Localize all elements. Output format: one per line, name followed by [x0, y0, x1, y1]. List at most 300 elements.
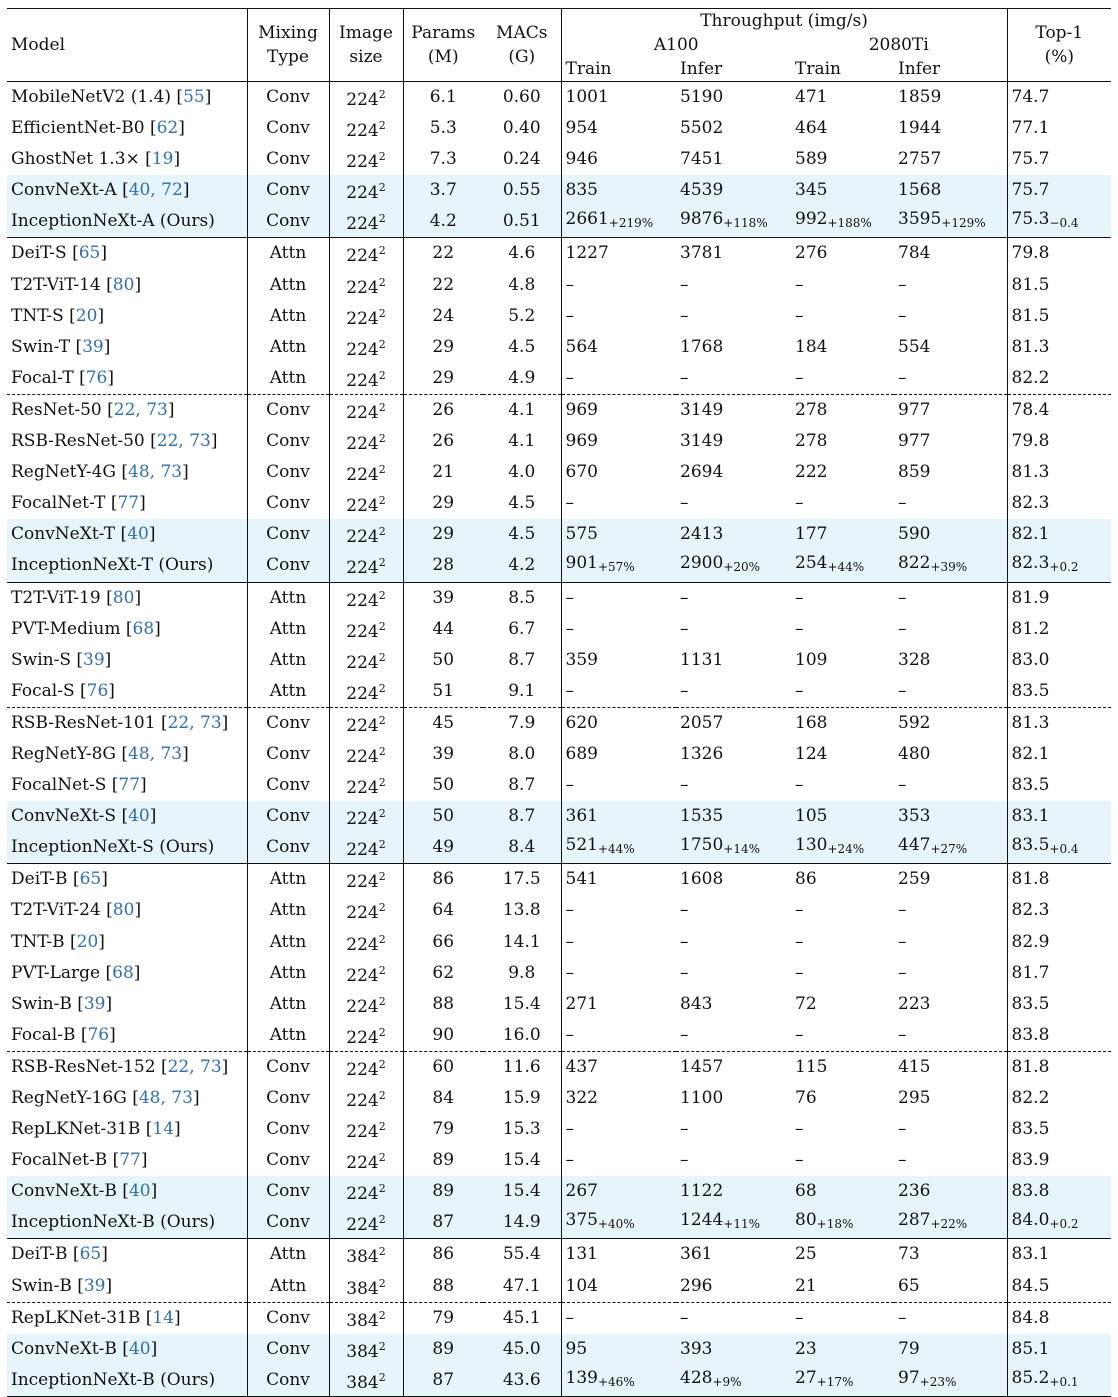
citation-close: ]: [167, 399, 175, 420]
citation-close: ]: [150, 1181, 158, 1202]
a100-infer-cell-value: 7451: [680, 149, 724, 170]
top1-cell-value: 83.8: [1011, 1181, 1050, 1202]
mixing-type-cell: Conv: [247, 113, 329, 144]
image-size-exponent: 2: [378, 588, 386, 602]
image-size-cell: [329, 832, 403, 864]
model-cell: [7, 1083, 247, 1114]
image-size-value: 224: [346, 1153, 379, 1174]
2080ti-train-cell-value: –: [795, 587, 804, 608]
2080ti-infer-cell-value: 859: [898, 462, 931, 483]
a100-train-cell: [561, 175, 676, 206]
a100-train-cell-value: 359: [565, 649, 598, 670]
macs-cell: 55.4: [483, 1239, 561, 1271]
a100-infer-cell: [676, 895, 791, 926]
2080ti-infer-cell: [894, 958, 1007, 989]
a100-train-cell: [561, 801, 676, 832]
mixing-type-cell: Conv: [247, 488, 329, 519]
2080ti-infer-cell-value: –: [898, 1307, 907, 1328]
image-size-cell: [329, 1302, 403, 1334]
image-size-cell: [329, 1239, 403, 1271]
image-size-value: 384: [346, 1341, 379, 1362]
model-name: Focal-S [: [11, 680, 87, 701]
a100-train-cell-value: 322: [565, 1088, 598, 1108]
a100-infer-cell: [676, 864, 791, 896]
a100-train-cell-delta: +44%: [597, 842, 635, 857]
2080ti-train-cell-value: 276: [795, 243, 828, 264]
2080ti-train-cell-value: –: [795, 305, 804, 326]
citation-link: 22, 73: [156, 431, 211, 452]
image-size-value: 224: [346, 1059, 379, 1080]
image-size-cell: [329, 270, 403, 301]
2080ti-train-cell: [791, 707, 894, 739]
citation-link: 65: [79, 1244, 102, 1265]
table-row: [7, 645, 1111, 676]
2080ti-infer-cell: [894, 1083, 1007, 1114]
citation-link: 55: [183, 87, 205, 107]
image-size-exponent: 2: [378, 1339, 386, 1353]
a100-train-cell: [561, 144, 676, 175]
a100-train-cell-value: –: [565, 305, 574, 326]
image-size-cell: [329, 1176, 403, 1207]
a100-infer-cell-value: 3149: [680, 399, 724, 420]
2080ti-infer-cell-value: –: [898, 367, 907, 388]
model-name: InceptionNeXt-T (Ours): [11, 555, 214, 576]
top1-cell-value: 83.5: [1011, 775, 1050, 796]
a100-train-cell-value: 835: [565, 180, 598, 201]
a100-train-cell: [561, 739, 676, 770]
2080ti-infer-cell: [894, 1114, 1007, 1145]
2080ti-train-cell-value: –: [795, 775, 804, 796]
image-size-cell: [329, 1207, 403, 1239]
top1-cell-delta: +0.4: [1049, 842, 1079, 857]
a100-train-cell: [561, 550, 676, 582]
image-size-cell: [329, 864, 403, 896]
2080ti-infer-cell-value: 353: [898, 806, 931, 827]
macs-cell: 43.6: [483, 1365, 561, 1397]
a100-infer-cell-value: 2694: [680, 462, 724, 483]
mixing-type-cell: Conv: [247, 1114, 329, 1145]
top1-cell: [1007, 895, 1111, 926]
image-size-value: 224: [346, 246, 379, 267]
a100-infer-cell: [676, 927, 791, 958]
model-name: DeiT-B [: [11, 1244, 80, 1265]
2080ti-infer-cell-value: 65: [898, 1275, 920, 1296]
model-name: PVT-Large [: [11, 962, 113, 983]
citation-close: ]: [105, 1275, 113, 1296]
image-size-value: 224: [346, 339, 379, 360]
a100-infer-cell-value: –: [680, 900, 689, 921]
citation-link: 40: [128, 806, 150, 827]
image-size-value: 224: [346, 434, 379, 455]
a100-train-cell-value: –: [565, 367, 574, 388]
mixing-type-cell: Attn: [247, 301, 329, 332]
a100-train-cell-value: –: [565, 900, 574, 921]
macs-cell: 45.0: [483, 1334, 561, 1365]
model-name: TNT-B [: [11, 931, 77, 952]
2080ti-train-cell: [791, 582, 894, 614]
model-cell: [7, 958, 247, 989]
a100-infer-cell: [676, 739, 791, 770]
top1-cell: [1007, 1302, 1111, 1334]
image-size-value: 224: [346, 715, 379, 736]
citation-close: ]: [140, 1150, 148, 1171]
header-params-line1: Params: [411, 23, 476, 43]
image-size-cell: [329, 801, 403, 832]
image-size-value: 224: [346, 683, 379, 704]
a100-train-cell: [561, 363, 676, 395]
citation-close: ]: [221, 1056, 229, 1077]
top1-cell-value: 75.7: [1011, 149, 1050, 170]
image-size-cell: [329, 1020, 403, 1052]
params-cell: 60: [403, 1051, 483, 1083]
table-row: [7, 175, 1111, 206]
2080ti-train-cell: [791, 1207, 894, 1239]
2080ti-train-cell-delta: +44%: [827, 560, 865, 575]
a100-train-cell-value: 521: [565, 835, 598, 856]
params-cell: 50: [432, 649, 455, 670]
top1-cell: [1007, 488, 1111, 519]
2080ti-infer-cell-value: –: [898, 1119, 907, 1140]
table-row: [7, 1207, 1111, 1239]
2080ti-infer-cell: [894, 1051, 1007, 1083]
params-cell: 51: [432, 680, 455, 701]
model-name: ConvNeXt-T [: [11, 524, 128, 545]
citation-link: 48, 73: [128, 462, 183, 483]
model-name: T2T-ViT-24 [: [11, 900, 113, 921]
top1-cell: [1007, 1145, 1111, 1176]
citation-link: 39: [83, 1275, 106, 1296]
mixing-type-cell: Conv: [247, 82, 329, 114]
top1-cell: [1007, 144, 1111, 175]
image-size-exponent: 2: [378, 994, 386, 1008]
top1-cell: [1007, 1083, 1111, 1114]
top1-cell-value: 81.3: [1011, 712, 1050, 733]
table-row: [7, 582, 1111, 614]
model-name: ConvNeXt-A [: [11, 180, 129, 201]
a100-train-cell: [561, 1207, 676, 1239]
image-size-cell: [329, 426, 403, 457]
a100-infer-cell-delta: +118%: [723, 216, 768, 231]
2080ti-train-cell-value: –: [795, 618, 804, 639]
a100-train-cell-value: –: [565, 587, 574, 608]
params-cell: 29: [432, 367, 455, 388]
2080ti-train-cell: [791, 457, 894, 488]
a100-train-cell-value: –: [565, 680, 574, 701]
model-cell: [7, 1114, 247, 1145]
citation-link: 48, 73: [128, 743, 183, 764]
top1-cell: [1007, 927, 1111, 958]
2080ti-train-cell-value: 115: [795, 1056, 828, 1077]
image-size-value: 224: [346, 121, 379, 142]
2080ti-infer-cell: [894, 394, 1007, 426]
image-size-exponent: 2: [378, 463, 386, 477]
macs-cell: 8.5: [483, 582, 561, 614]
mixing-type-cell: Attn: [247, 1020, 329, 1052]
2080ti-train-cell-value: 992: [795, 209, 828, 230]
a100-train-cell: [561, 582, 676, 614]
a100-train-cell: [561, 1051, 676, 1083]
macs-cell: 15.9: [483, 1083, 561, 1114]
header-top1: [1007, 9, 1111, 82]
a100-infer-cell: [676, 301, 791, 332]
top1-cell: [1007, 301, 1111, 332]
top1-cell: [1007, 426, 1111, 457]
citation-close: ]: [174, 1307, 181, 1328]
image-size-value: 224: [346, 965, 379, 986]
top1-cell: [1007, 1239, 1111, 1271]
table-row: [7, 457, 1111, 488]
a100-infer-cell-value: 5190: [680, 87, 724, 107]
header-2080ti: 2080Ti: [791, 33, 1007, 57]
a100-infer-cell: [676, 206, 791, 238]
a100-train-cell-value: 131: [565, 1244, 598, 1265]
2080ti-train-cell: [791, 958, 894, 989]
2080ti-infer-cell-delta: +23%: [919, 1374, 957, 1389]
2080ti-train-cell-value: 254: [795, 553, 828, 574]
2080ti-train-cell: [791, 175, 894, 206]
image-size-value: 224: [346, 308, 379, 329]
macs-cell: 0.55: [483, 175, 561, 206]
image-size-value: 224: [346, 527, 379, 548]
image-size-value: 224: [346, 934, 379, 955]
a100-infer-cell: [676, 270, 791, 301]
a100-infer-cell-value: 1326: [680, 743, 724, 764]
header-macs: [483, 9, 561, 82]
top1-cell: [1007, 519, 1111, 550]
2080ti-infer-cell: [894, 206, 1007, 238]
model-name: RepLKNet-31B [: [11, 1119, 153, 1140]
image-size-exponent: 2: [378, 556, 386, 570]
params-cell: 86: [403, 864, 483, 896]
macs-cell: 14.1: [483, 927, 561, 958]
a100-train-cell: [561, 989, 676, 1020]
a100-train-cell-value: 95: [565, 1338, 588, 1359]
a100-infer-cell-value: 3781: [680, 243, 724, 264]
a100-infer-cell: [676, 175, 791, 206]
model-cell: [7, 113, 247, 144]
params-cell: 29: [432, 493, 455, 514]
2080ti-train-cell: [791, 1334, 894, 1365]
header-macs-line1: MACs: [496, 23, 548, 43]
citation-link: 22, 73: [167, 712, 222, 733]
2080ti-train-cell-value: 76: [795, 1088, 817, 1108]
top1-cell-value: 75.3: [1011, 209, 1050, 230]
a100-train-cell-value: 575: [565, 524, 598, 545]
a100-train-cell-delta: +40%: [597, 1217, 635, 1232]
image-size-exponent: 2: [378, 1213, 386, 1227]
top1-cell-value: 81.3: [1011, 336, 1050, 357]
a100-train-cell-value: –: [565, 1150, 574, 1171]
macs-cell: 4.0: [483, 457, 561, 488]
macs-cell: 17.5: [483, 864, 561, 896]
image-size-value: 224: [346, 558, 379, 579]
a100-infer-cell-value: –: [680, 962, 689, 983]
table-row: [7, 301, 1111, 332]
a100-train-cell-value: 901: [565, 553, 598, 574]
a100-infer-cell-value: 1768: [680, 336, 724, 357]
citation-link: 48, 73: [138, 1088, 193, 1108]
2080ti-train-cell-value: 27: [795, 1367, 817, 1388]
image-size-value: 224: [346, 840, 379, 861]
header-top1-line2: (%): [1044, 47, 1074, 67]
image-size-cell: [329, 519, 403, 550]
image-size-exponent: 2: [378, 1308, 386, 1322]
model-name: RSB-ResNet-152 [: [11, 1056, 168, 1077]
params-cell: 89: [403, 1334, 483, 1365]
2080ti-train-cell-value: 345: [795, 180, 828, 201]
model-cell: [7, 519, 247, 550]
top1-cell: [1007, 1207, 1111, 1239]
citation-close: ]: [105, 993, 113, 1014]
citation-close: ]: [178, 118, 185, 139]
params-cell: 64: [432, 900, 455, 921]
a100-train-cell: [561, 895, 676, 926]
2080ti-infer-cell-delta: +129%: [941, 216, 986, 231]
model-cell: [7, 1334, 247, 1365]
a100-infer-cell-value: –: [680, 618, 689, 639]
citation-link: 68: [132, 618, 155, 639]
model-name: Swin-B [: [11, 1275, 84, 1296]
table-row: [7, 113, 1111, 144]
params-cell: 26: [403, 394, 483, 426]
a100-train-cell-value: 541: [565, 869, 598, 890]
header-mixing-type: [247, 9, 329, 82]
macs-cell: 11.6: [483, 1051, 561, 1083]
a100-train-cell-value: –: [565, 618, 574, 639]
citation-close: ]: [150, 1338, 158, 1359]
mixing-type-cell: Attn: [247, 895, 329, 926]
table-row: [7, 707, 1111, 739]
image-size-cell: [329, 1051, 403, 1083]
table-row: [7, 1020, 1111, 1052]
2080ti-train-cell-value: 124: [795, 743, 828, 764]
2080ti-infer-cell: [894, 270, 1007, 301]
a100-infer-cell-value: 2057: [680, 712, 724, 733]
params-cell: 45: [403, 707, 483, 739]
2080ti-train-cell-value: 80: [795, 1210, 817, 1231]
image-size-exponent: 2: [378, 1245, 386, 1259]
2080ti-train-cell-value: 278: [795, 431, 828, 452]
2080ti-infer-cell-delta: +22%: [930, 1217, 968, 1232]
citation-link: 76: [87, 1024, 110, 1045]
a100-train-cell: [561, 1083, 676, 1114]
top1-cell: [1007, 1334, 1111, 1365]
citation-close: ]: [148, 524, 156, 545]
citation-close: ]: [149, 806, 157, 827]
citation-close: ]: [107, 367, 114, 388]
citation-link: 80: [112, 274, 135, 295]
mixing-type-cell: Conv: [247, 175, 329, 206]
citation-close: ]: [134, 900, 142, 921]
model-name: RegNetY-16G [: [11, 1088, 139, 1108]
header-image-line1: Image: [339, 23, 393, 43]
macs-cell: 9.8: [483, 958, 561, 989]
2080ti-train-cell: [791, 770, 894, 801]
2080ti-train-cell: [791, 645, 894, 676]
mixing-type-cell: Conv: [247, 394, 329, 426]
2080ti-train-cell-value: –: [795, 1024, 804, 1045]
params-cell: 79: [432, 1119, 455, 1140]
a100-train-cell-value: –: [565, 1024, 574, 1045]
a100-train-cell-value: 969: [565, 399, 598, 420]
model-name: ConvNeXt-S [: [11, 806, 129, 827]
2080ti-train-cell-value: –: [795, 1307, 804, 1328]
2080ti-infer-cell: [894, 550, 1007, 582]
2080ti-train-cell: [791, 1271, 894, 1303]
a100-train-cell-value: 969: [565, 431, 598, 452]
2080ti-infer-cell-value: 822: [898, 553, 931, 574]
image-size-exponent: 2: [378, 681, 386, 695]
citation-link: 40: [127, 524, 149, 545]
table-row: [7, 270, 1111, 301]
model-cell: [7, 739, 247, 770]
a100-train-cell-value: –: [565, 1307, 574, 1328]
citation-link: 77: [119, 1150, 141, 1171]
a100-infer-cell-value: –: [680, 1150, 689, 1171]
model-cell: [7, 614, 247, 645]
a100-train-cell-value: 104: [565, 1275, 598, 1296]
header-params-line2: (M): [427, 47, 459, 67]
citation-link: 77: [117, 493, 140, 514]
image-size-exponent: 2: [378, 150, 386, 164]
top1-cell-value: 83.1: [1011, 1244, 1050, 1265]
image-size-exponent: 2: [378, 1151, 386, 1165]
citation-close: ]: [192, 1088, 200, 1108]
image-size-cell: [329, 645, 403, 676]
table-row: [7, 1271, 1111, 1303]
macs-cell: 45.1: [483, 1302, 561, 1334]
image-size-exponent: 2: [378, 337, 386, 351]
2080ti-train-cell: [791, 1145, 894, 1176]
macs-cell: 4.8: [483, 270, 561, 301]
2080ti-train-cell: [791, 989, 894, 1020]
a100-infer-cell: [676, 457, 791, 488]
model-name: GhostNet 1.3× [: [11, 149, 152, 170]
top1-cell: [1007, 989, 1111, 1020]
2080ti-train-cell: [791, 519, 894, 550]
header-top1-line1: Top-1: [1035, 23, 1084, 43]
image-size-cell: [329, 1365, 403, 1397]
mixing-type-cell: Attn: [247, 927, 329, 958]
a100-train-cell-value: 437: [565, 1056, 598, 1077]
a100-infer-cell-value: –: [680, 1307, 689, 1328]
table-row: [7, 801, 1111, 832]
model-name: DeiT-B [: [11, 869, 80, 890]
2080ti-train-cell-value: 184: [795, 336, 828, 357]
model-name: EfficientNet-B0 [: [11, 118, 157, 139]
top1-cell-value: 82.2: [1011, 1088, 1050, 1108]
table-row: [7, 1365, 1111, 1397]
a100-train-cell-value: –: [565, 493, 574, 514]
2080ti-infer-cell: [894, 1145, 1007, 1176]
a100-infer-cell: [676, 82, 791, 114]
image-size-exponent: 2: [378, 1057, 386, 1071]
citation-link: 40: [128, 1338, 151, 1359]
params-cell: 3.7: [403, 175, 483, 206]
table-row: [7, 832, 1111, 864]
params-cell: 22: [403, 238, 483, 270]
2080ti-train-cell: [791, 238, 894, 270]
a100-infer-cell-delta: +9%: [712, 1374, 742, 1389]
model-cell: [7, 175, 247, 206]
model-cell: [7, 206, 247, 238]
image-size-cell: [329, 739, 403, 770]
a100-infer-cell-value: 5502: [680, 118, 724, 139]
citation-link: 20: [76, 931, 99, 952]
model-cell: [7, 301, 247, 332]
a100-infer-cell: [676, 1145, 791, 1176]
top1-cell-value: 83.1: [1011, 806, 1050, 827]
